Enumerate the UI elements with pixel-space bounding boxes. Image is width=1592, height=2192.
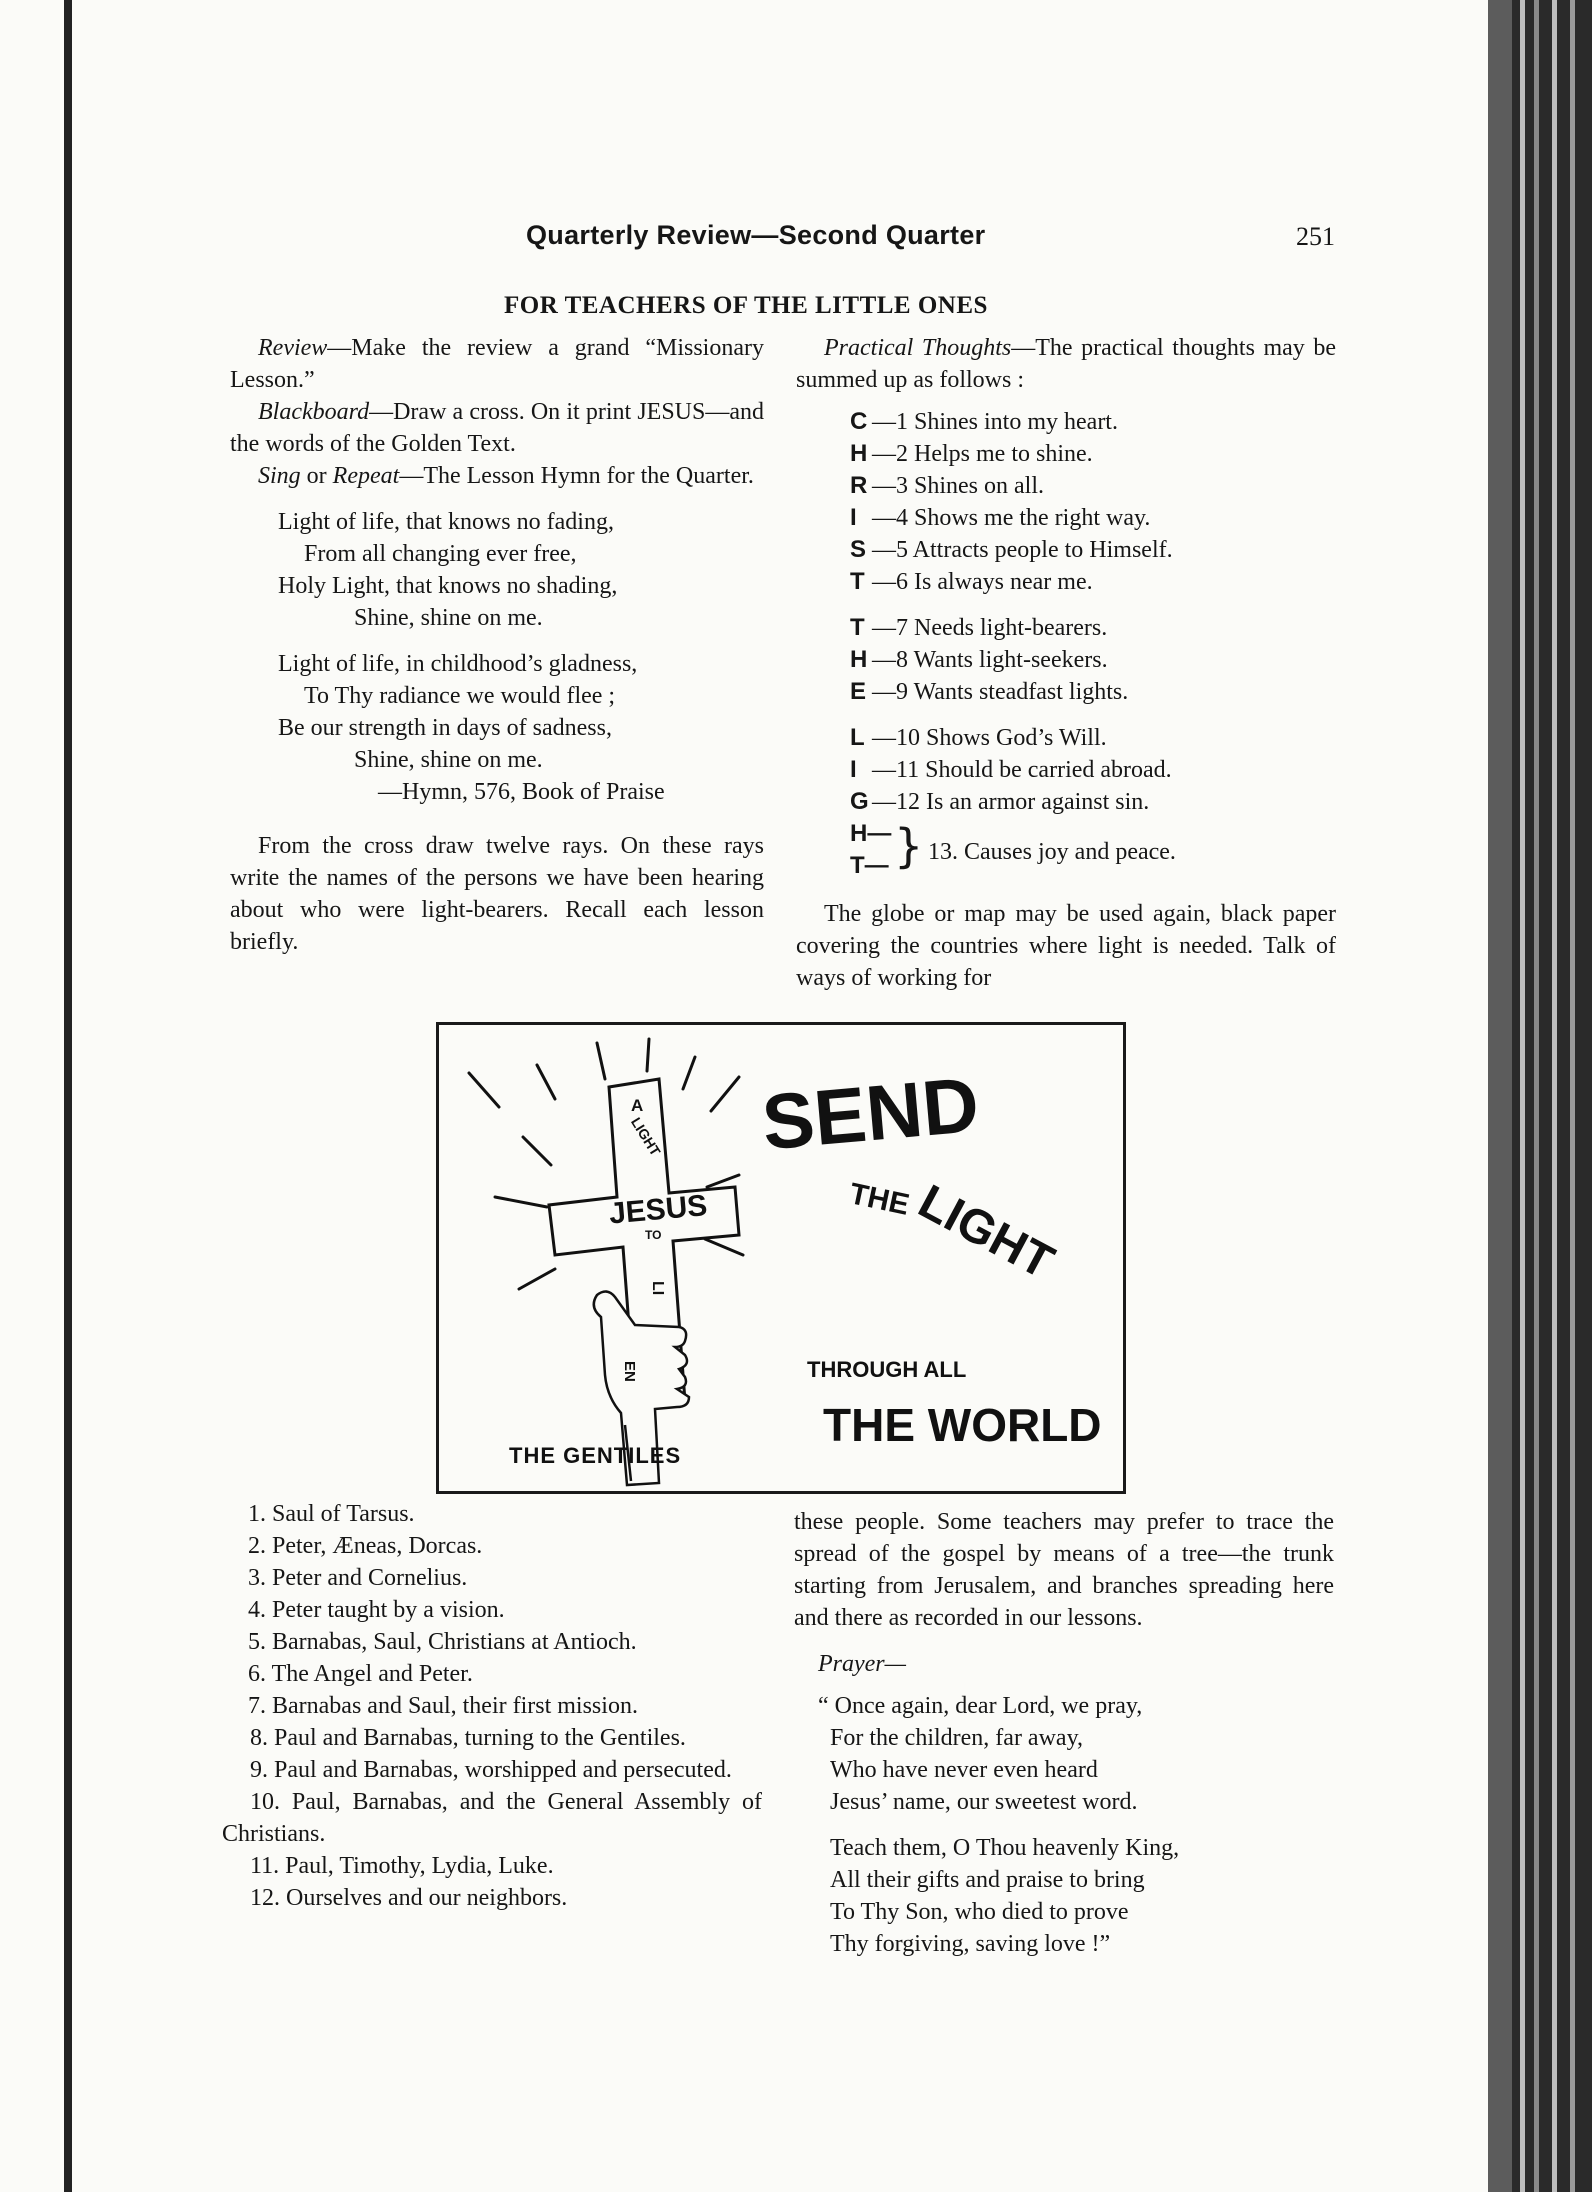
prayer-verse — [794, 1690, 1334, 1960]
page-right-edge — [1488, 0, 1512, 2192]
hymn-line: Light of life, that knows no fading, — [278, 509, 614, 535]
lesson-hymn — [278, 506, 764, 808]
slogan-through-all: THROUGH ALL — [807, 1357, 967, 1382]
hymn-line: From all changing ever free, — [304, 541, 577, 567]
list-item: 4. Peter taught by a vision. — [248, 1597, 505, 1623]
prayer-line: Who have never even heard — [830, 1757, 1098, 1783]
review-paragraph: Review—Make the review a grand “Missionary Lesson.” — [230, 335, 764, 393]
acrostic-row: T —6 Is always near me. — [850, 568, 1093, 595]
prayer-line: Thy forgiving, saving love !” — [830, 1931, 1111, 1957]
continuation-paragraph: these people. Some teachers may prefer to trace the spread of the gospel by means of a tree—the trunk starting from Jerusalem, and branches spreading here and there as recorded in our lessons. — [794, 1509, 1334, 1631]
page-number: 251 — [1296, 222, 1335, 251]
acrostic-row: G —12 Is an armor against sin. — [850, 788, 1150, 815]
the-gentiles-caption: THE GENTILES — [509, 1443, 682, 1468]
practical-thoughts-intro: Practical Thoughts—The practical thoughts may be summed up as follows : — [796, 335, 1336, 393]
lesson-list — [222, 1498, 762, 1914]
list-item: 6. The Angel and Peter. — [248, 1661, 473, 1687]
sing-paragraph: Sing or Repeat—The Lesson Hymn for the Quarter. — [258, 463, 754, 489]
list-item: 3. Peter and Cornelius. — [248, 1565, 468, 1591]
cross-top-letter: A — [631, 1096, 644, 1115]
hymn-line: Light of life, in childhood’s gladness, — [278, 651, 638, 677]
cross-mid-letters: LI — [649, 1281, 666, 1296]
list-item: 1. Saul of Tarsus. — [248, 1501, 415, 1527]
acrostic-row: I —4 Shows me the right way. — [850, 504, 1151, 531]
hymn-line: Shine, shine on me. — [354, 605, 543, 631]
globe-paragraph: The globe or map may be used again, black paper covering the countries where light is needed. Talk of ways of working for — [796, 901, 1336, 991]
christ-the-light-acrostic — [850, 406, 1336, 884]
book-page-stack — [1512, 0, 1592, 2192]
acrostic-row: H —8 Wants light-seekers. — [850, 646, 1108, 673]
acrostic-row: R —3 Shines on all. — [850, 472, 1044, 499]
hymn-line: Be our strength in days of sadness, — [278, 715, 612, 741]
acrostic-row: I —11 Should be carried abroad. — [850, 756, 1172, 783]
acrostic-row: T —7 Needs light-bearers. — [850, 614, 1108, 641]
acrostic-row: L —10 Shows God’s Will. — [850, 724, 1107, 751]
brace-glyph: } — [894, 819, 924, 873]
list-item: 11. Paul, Timothy, Lydia, Luke. — [250, 1853, 554, 1879]
hymn-line: Shine, shine on me. — [354, 747, 543, 773]
prayer-line: For the children, far away, — [830, 1725, 1084, 1751]
section-title: FOR TEACHERS OF THE LITTLE ONES — [504, 292, 988, 319]
prayer-line: Teach them, O Thou heavenly King, — [830, 1835, 1180, 1861]
page-gutter-shadow — [64, 0, 72, 2192]
cross-bottom-letters: EN — [621, 1361, 638, 1382]
list-item: 8. Paul and Barnabas, turning to the Gentiles. — [250, 1725, 686, 1751]
slogan-the: THE — [846, 1177, 913, 1222]
right-column — [796, 332, 1336, 994]
prayer-line: Jesus’ name, our sweetest word. — [830, 1789, 1138, 1815]
acrostic-row: S —5 Attracts people to Himself. — [850, 536, 1173, 563]
list-item: 5. Barnabas, Saul, Christians at Antioch. — [248, 1629, 637, 1655]
left-column — [230, 332, 764, 958]
hymn-attribution: —Hymn, 576, Book of Praise — [378, 779, 665, 805]
slogan-light: LIGHT — [909, 1175, 1063, 1290]
slogan-send: SEND — [758, 1059, 983, 1167]
rays-paragraph: From the cross draw twelve rays. On these rays write the names of the persons we have been hearing about who were light-bearers. Recall each lesson briefly. — [230, 833, 764, 955]
acrostic-row: E —9 Wants steadfast lights. — [850, 678, 1129, 705]
right-bottom-column — [794, 1506, 1334, 1960]
slogan-the-world: THE WORLD — [823, 1399, 1102, 1451]
list-item: 2. Peter, Æneas, Dorcas. — [248, 1533, 483, 1559]
cross-mid-word: TO — [645, 1228, 662, 1242]
cross-jesus-text: JESUS — [607, 1189, 709, 1231]
acrostic-brace-row: H— T— } 13. Causes joy and peace. — [850, 819, 1176, 879]
cross-top-word: LIGHT — [627, 1114, 664, 1159]
list-item: 9. Paul and Barnabas, worshipped and persecuted. — [250, 1757, 732, 1783]
send-the-light-illustration — [436, 1022, 1126, 1494]
hymn-line: Holy Light, that knows no shading, — [278, 573, 618, 599]
running-header: Quarterly Review—Second Quarter — [526, 220, 986, 250]
prayer-line: All their gifts and praise to bring — [830, 1867, 1145, 1893]
prayer-label: Prayer— — [818, 1651, 906, 1677]
acrostic-row: H —2 Helps me to shine. — [850, 440, 1093, 467]
list-item: 12. Ourselves and our neighbors. — [250, 1885, 568, 1911]
hymn-line: To Thy radiance we would flee ; — [304, 683, 616, 709]
list-item: 7. Barnabas and Saul, their first mission. — [248, 1693, 638, 1719]
acrostic-row: C —1 Shines into my heart. — [850, 408, 1118, 435]
prayer-line: To Thy Son, who died to prove — [830, 1899, 1129, 1925]
prayer-line: “ Once again, dear Lord, we pray, — [818, 1693, 1143, 1719]
blackboard-paragraph: Blackboard—Draw a cross. On it print JESUS—and the words of the Golden Text. — [230, 399, 764, 457]
list-item: 10. Paul, Barnabas, and the General Assembly of Christians. — [222, 1789, 762, 1847]
